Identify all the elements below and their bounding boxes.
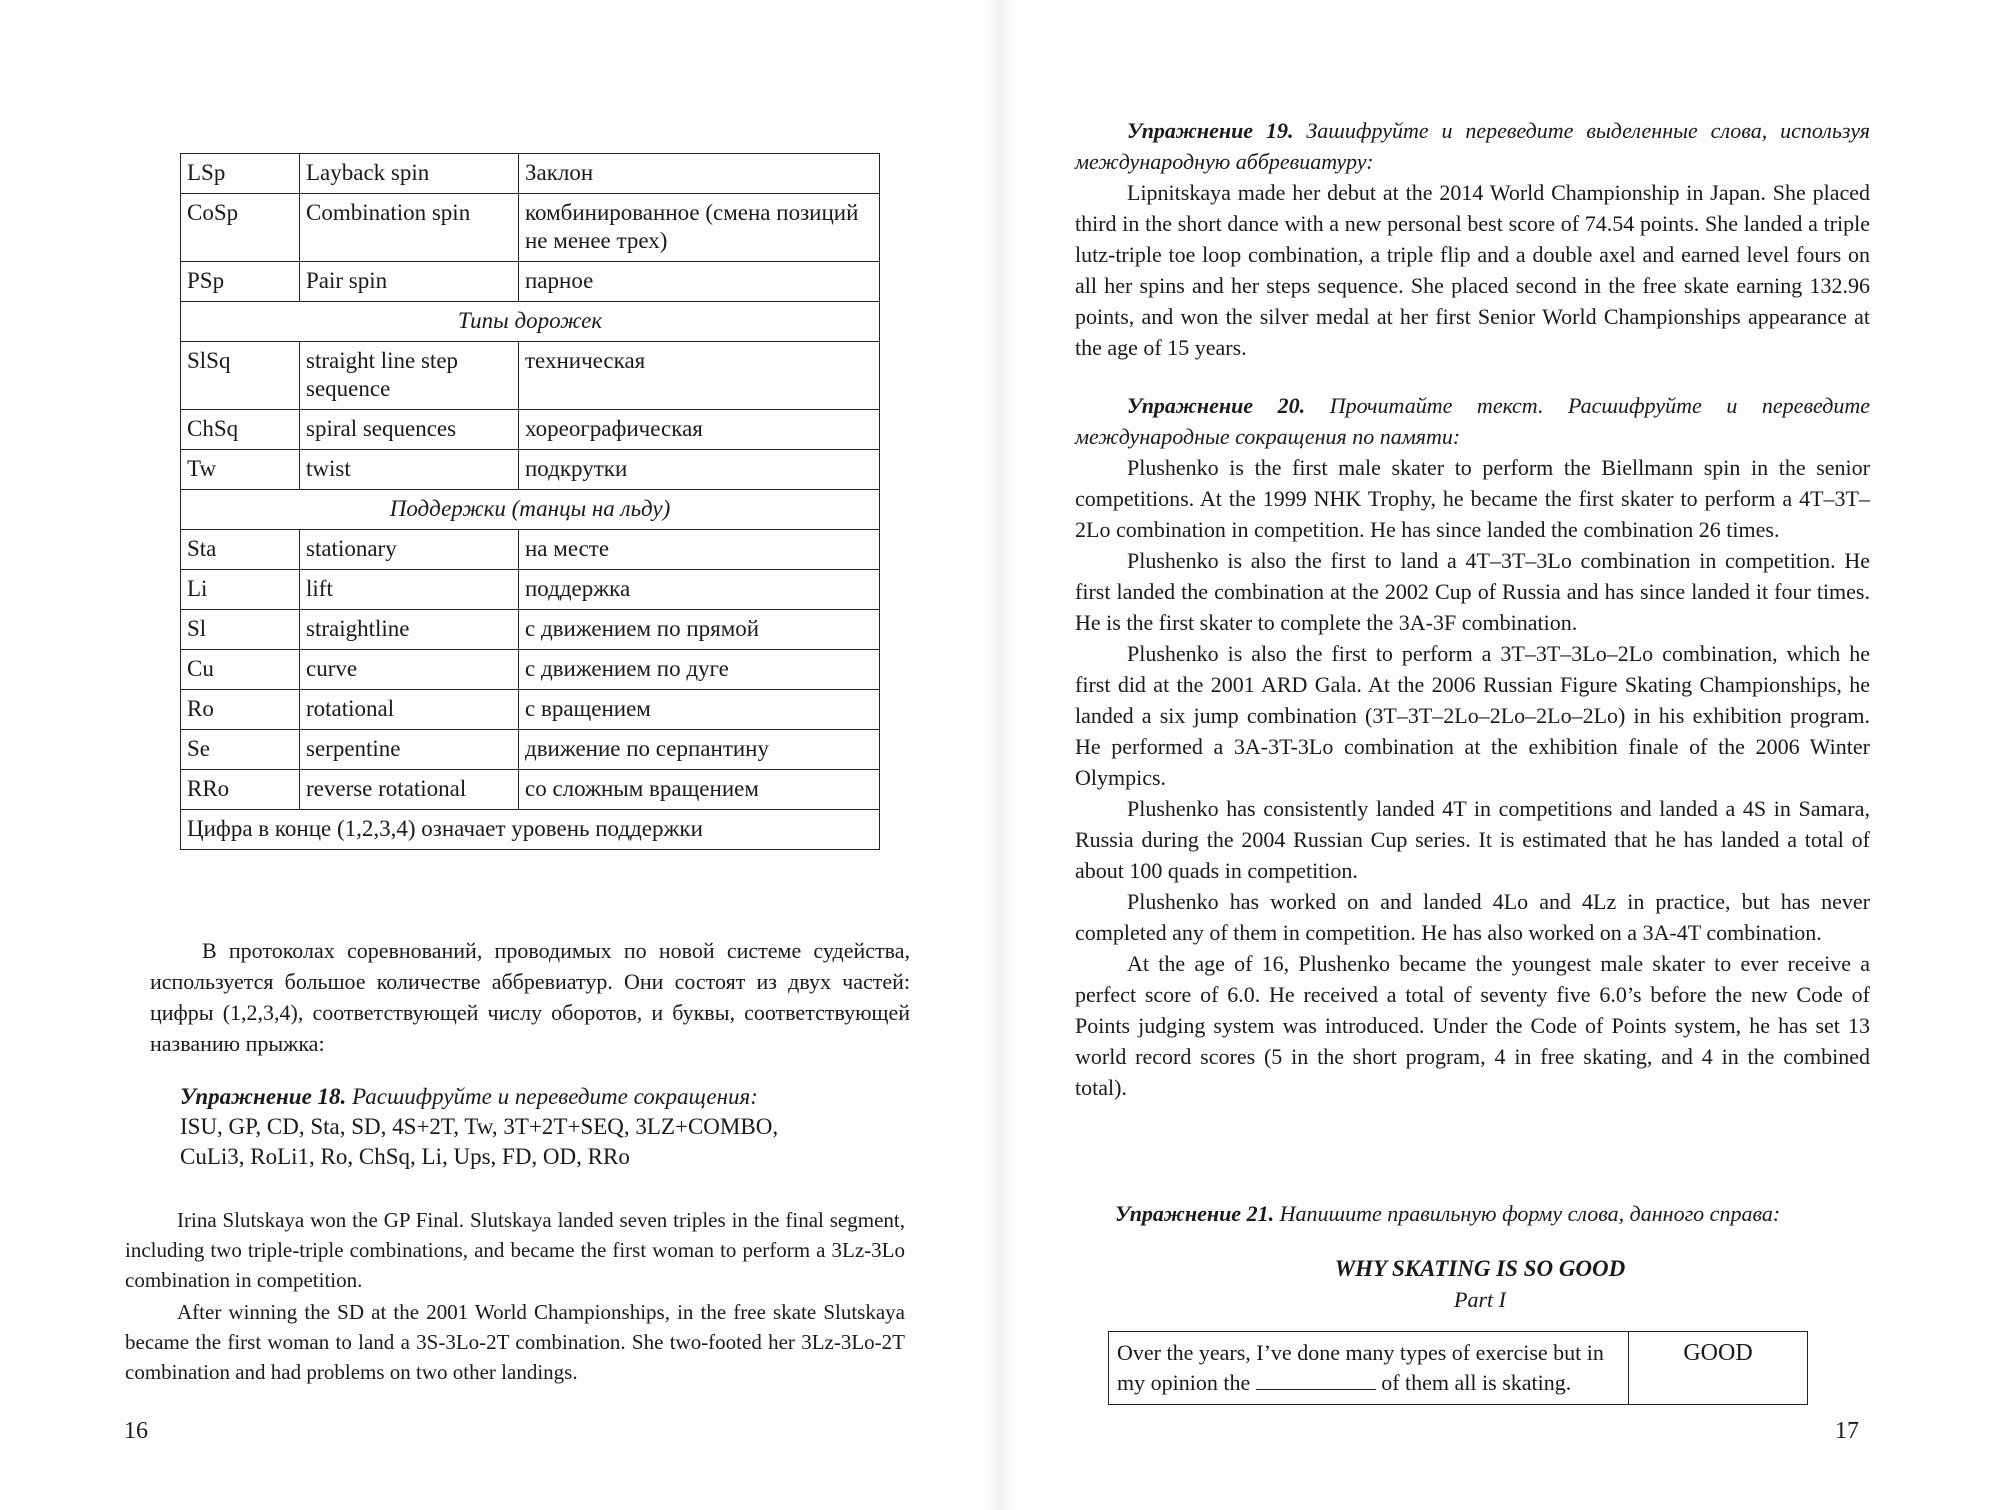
- exercise-18-instruction: Расшифруйте и переведите сокращения:: [352, 1084, 758, 1109]
- table-row: [181, 410, 880, 450]
- abbr-english-cell: reverse rotational: [300, 770, 519, 810]
- table-row: [181, 194, 880, 262]
- exercise-20-instruction: Прочитайте текст. Расшифруйте и переведите международные сокращения по памяти:: [1075, 393, 1870, 449]
- exercise-21-part: Part I: [1454, 1287, 1506, 1312]
- intro-paragraph: В протоколах соревнований, проводимых по новой системе судейства, используется большое количестве аббревиатур. Они состоят из двух частей: цифры (1,2,3,4), соответствующей числу оборотов, и буквы, соответствующей названию прыжка:: [150, 938, 910, 1056]
- table-row: [181, 530, 880, 570]
- exercise-21-label: Упражнение 21.: [1115, 1201, 1275, 1226]
- abbr-english-cell: curve: [300, 650, 519, 690]
- abbr-russian-cell: парное: [519, 262, 880, 302]
- abbr-code-cell: Li: [181, 570, 300, 610]
- answer-blank[interactable]: [1256, 1369, 1376, 1390]
- table-row: [181, 342, 880, 410]
- exercise-21-heading: [1115, 1198, 1875, 1229]
- abbr-russian-cell: поддержка: [519, 570, 880, 610]
- table-row: [181, 610, 880, 650]
- abbr-english-cell: stationary: [300, 530, 519, 570]
- abbr-russian-cell: техническая: [519, 342, 880, 410]
- exercise-19-heading: [1075, 115, 1870, 177]
- task-sentence-before: Over the years, I’ve done many types of exercise but in my opinion the: [1117, 1340, 1604, 1395]
- exercise-20-heading: [1075, 390, 1870, 452]
- abbr-code-cell: ChSq: [181, 410, 300, 450]
- page-number-left: 16: [124, 1418, 148, 1444]
- exercise-20-paragraph-6: At the age of 16, Plushenko became the youngest male skater to ever receive a perfect score of 6.0. He received a total of seventy five 6.0’s before the new Code of Points judging system was introduced. Under the Code of Points system, he has set 13 world record scores (5 in the short program, 4 in free skating, and 4 in the combined total).: [1075, 951, 1870, 1100]
- table-section-label: Поддержки (танцы на льду): [181, 490, 880, 530]
- exercise-19: [1075, 115, 1870, 363]
- abbr-russian-cell: Заклон: [519, 154, 880, 194]
- table-row: [181, 262, 880, 302]
- exercise-18-line2: CuLi3, RoLi1, Ro, ChSq, Li, Ups, FD, OD, RRo: [180, 1144, 630, 1169]
- task-answer-word: GOOD: [1629, 1332, 1808, 1405]
- abbr-code-cell: RRo: [181, 770, 300, 810]
- abbr-english-cell: lift: [300, 570, 519, 610]
- table-footer-note: Цифра в конце (1,2,3,4) означает уровень поддержки: [181, 810, 880, 850]
- table-section-row: [181, 302, 880, 342]
- abbr-english-cell: Combination spin: [300, 194, 519, 262]
- exercise-20-paragraph-2: Plushenko is also the first to land a 4T–3T–3Lo combination in competition. He first landed the combination at the 2002 Cup of Russia and has since landed it four times. He is the first skater to complete the 3A-3F combination.: [1075, 548, 1870, 635]
- slutskaya-paragraph-2: After winning the SD at the 2001 World Championships, in the free skate Slutskaya became the first woman to land a 3S-3Lo-2T combination. She two-footed her 3Lz-3Lo-2T combination and had problems on two other landings.: [125, 1300, 905, 1384]
- exercise-19-instruction: Зашифруйте и переведите выделенные слова, используя международную аббревиатуру:: [1075, 118, 1871, 174]
- exercise-20-label: Упражнение 20.: [1127, 393, 1306, 418]
- abbr-code-cell: Cu: [181, 650, 300, 690]
- slutskaya-paragraph-1: Irina Slutskaya won the GP Final. Slutskaya landed seven triples in the final segment, including two triple-triple combinations, and became the first woman to perform a 3Lz-3Lo combination in competition.: [125, 1208, 905, 1292]
- table-row: [181, 154, 880, 194]
- task-sentence-after: of them all is skating.: [1381, 1370, 1572, 1395]
- table-row: [181, 570, 880, 610]
- abbr-english-cell: twist: [300, 450, 519, 490]
- exercise-21-instruction: Напишите правильную форму слова, данного справа:: [1279, 1201, 1781, 1226]
- exercise-19-label: Упражнение 19.: [1127, 118, 1294, 143]
- exercise-18: [180, 1082, 910, 1172]
- abbreviation-table: [180, 153, 880, 850]
- task-sentence-cell: [1109, 1332, 1629, 1405]
- page-number-right: 17: [1835, 1418, 1859, 1444]
- exercise-20: [1075, 390, 1870, 1103]
- abbr-code-cell: Sl: [181, 610, 300, 650]
- abbr-russian-cell: комбинированное (смена позиций не менее трех): [519, 194, 880, 262]
- exercise-18-label: Упражнение 18.: [180, 1084, 347, 1109]
- abbr-code-cell: SlSq: [181, 342, 300, 410]
- table-section-row: [181, 490, 880, 530]
- abbr-english-cell: straight line step sequence: [300, 342, 519, 410]
- abbr-russian-cell: движение по серпантину: [519, 730, 880, 770]
- exercise-21-title: WHY SKATING IS SO GOOD: [1334, 1256, 1626, 1281]
- abbr-russian-cell: подкрутки: [519, 450, 880, 490]
- abbr-code-cell: PSp: [181, 262, 300, 302]
- table-row: [181, 730, 880, 770]
- exercise-18-heading: [180, 1082, 910, 1112]
- abbr-russian-cell: с движением по прямой: [519, 610, 880, 650]
- abbr-russian-cell: с вращением: [519, 690, 880, 730]
- table-row: [181, 770, 880, 810]
- table-row: [181, 690, 880, 730]
- abbr-code-cell: Ro: [181, 690, 300, 730]
- abbr-code-cell: Sta: [181, 530, 300, 570]
- abbr-code-cell: LSp: [181, 154, 300, 194]
- abbr-russian-cell: со сложным вращением: [519, 770, 880, 810]
- exercise-20-paragraph-5: Plushenko has worked on and landed 4Lo and 4Lz in practice, but has never completed any of them in competition. He has also worked on a 3A-4T combination.: [1075, 889, 1870, 945]
- abbr-english-cell: Pair spin: [300, 262, 519, 302]
- task-row: [1109, 1332, 1808, 1405]
- table-footer-row: [181, 810, 880, 850]
- exercise-20-paragraph-4: Plushenko has consistently landed 4T in competitions and landed a 4S in Samara, Russia during the 2004 Russian Cup series. It is estimated that he has landed a total of about 100 quads in competition.: [1075, 796, 1870, 883]
- exercise-18-line1: ISU, GP, CD, Sta, SD, 4S+2T, Tw, 3T+2T+SEQ, 3LZ+COMBO,: [180, 1114, 779, 1139]
- exercise-20-paragraph-3: Plushenko is also the first to perform a 3T–3T–3Lo–2Lo combination, which he first did at the 2001 ARD Gala. At the 2006 Russian Figure Skating Championships, he landed a six jump combination (3T–3T–2Lo–2Lo–2Lo–2Lo) in his exhibition program. He performed a 3A-3T-3Lo combination at the exhibition finale of the 2006 Winter Olympics.: [1075, 641, 1870, 790]
- exercise-19-text: Lipnitskaya made her debut at the 2014 World Championship in Japan. She placed third in the short dance with a new personal best score of 74.54 points. She landed a triple lutz-triple toe loop combination, a triple flip and a double axel and earned level fours on all her spins and her steps sequence. She placed second in the free skate earning 132.96 points, and won the silver medal at her first Senior World Championships appearance at the age of 15 years.: [1075, 180, 1870, 360]
- abbr-english-cell: rotational: [300, 690, 519, 730]
- abbr-english-cell: spiral sequences: [300, 410, 519, 450]
- abbr-code-cell: Tw: [181, 450, 300, 490]
- exercise-21-task-table: [1108, 1331, 1808, 1405]
- table-row: [181, 650, 880, 690]
- abbr-code-cell: Se: [181, 730, 300, 770]
- abbr-english-cell: serpentine: [300, 730, 519, 770]
- right-page: [1000, 0, 2000, 1510]
- abbr-russian-cell: хореографическая: [519, 410, 880, 450]
- abbr-english-cell: Layback spin: [300, 154, 519, 194]
- abbr-russian-cell: с движением по дуге: [519, 650, 880, 690]
- abbr-russian-cell: на месте: [519, 530, 880, 570]
- table-section-label: Типы дорожек: [181, 302, 880, 342]
- abbr-code-cell: CoSp: [181, 194, 300, 262]
- table-row: [181, 450, 880, 490]
- abbr-english-cell: straightline: [300, 610, 519, 650]
- exercise-20-paragraph-1: Plushenko is the first male skater to perform the Biellmann spin in the senior competitions. At the 1999 NHK Trophy, he became the first skater to perform a 4T–3T–2Lo combination in competition. He has since landed the combination 26 times.: [1075, 455, 1870, 542]
